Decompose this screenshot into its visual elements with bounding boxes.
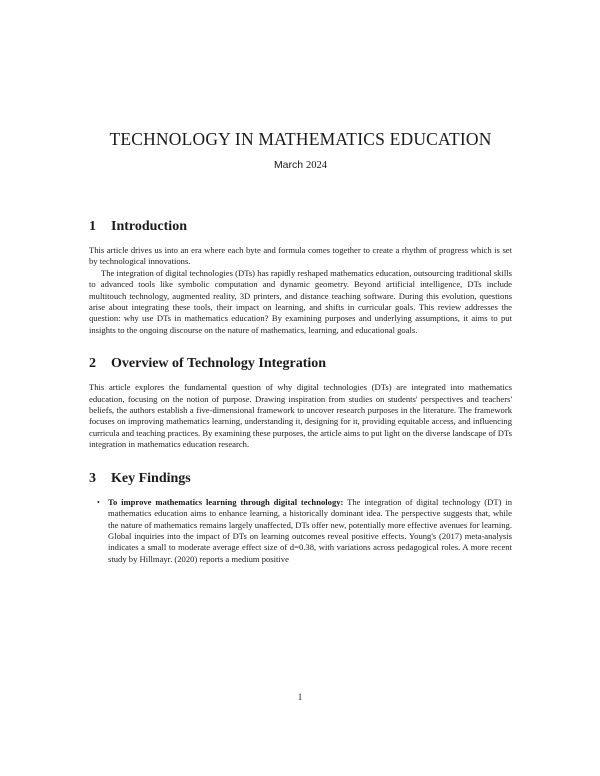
finding-text: The integration of digital technology (DT) in mathematics education aims to enhance learning, a historically dominant idea. The perspective suggests that, while the nature of mathematics remains largely unaffected, DTs offer new, potentially more effective avenues for learning. Global inquiries into the impact of DTs on learning outcomes reveal positive effects. Young's (2017) meta-analysis indicates a small to moderate average effect size of d=0.38, with variations across pedagogical roles. A more recent study by Hillmayr. (2020) reports a medium positive [108, 496, 512, 564]
section-introduction [89, 218, 512, 336]
section-key-findings [89, 470, 512, 565]
date-year: 2024 [306, 160, 328, 171]
list-item [97, 496, 512, 565]
section-number: 1 [89, 219, 96, 234]
section-heading [89, 218, 512, 236]
paragraph: This article drives us into an era where each byte and formula comes together to create a rhythm of progress which is set by technological innovations. [89, 245, 512, 267]
page-number: 1 [297, 692, 303, 702]
paragraph: The integration of digital technologies (DTs) has rapidly reshaped mathematics education, outsourcing traditional skills to advanced tools like symbolic computation and dynamic geometry. Beyond artificial intelligence, DTs include multitouch technology, augmented reality, 3D printers, and distance teaching software. During this evolution, questions arise about integrating these tools, their impact on learning, and shifts in curricular goals. This review addresses the question: why use DTs in mathematics education? By examining purposes and underlying assumptions, it aims to put insights to the ongoing discourse on the nature of mathematics, learning, and educational goals. [89, 267, 512, 335]
section-heading [89, 470, 512, 488]
paragraph: This article explores the fundamental question of why digital technologies (DTs) are integrated into mathematics education, focusing on the notion of purpose. Drawing inspiration from studies on students' perspectives and teachers' beliefs, the authors establish a five-dimensional framework to uncover research purposes in the literature. The framework focuses on improving mathematics learning, understanding it, designing for it, providing equitable access, and influencing curricula and teaching practices. By examining these purposes, the article aims to put light on the diverse landscape of DTs integration in mathematics education research. [89, 382, 512, 450]
section-title: Introduction [111, 219, 187, 234]
section-number: 2 [89, 356, 96, 372]
section-title: Overview of Technology Integration [111, 356, 327, 372]
findings-list [89, 497, 512, 565]
document-page [89, 0, 512, 565]
section-number: 3 [89, 470, 96, 486]
document-date [89, 159, 512, 171]
section-overview [89, 355, 512, 450]
bullet-icon: • [97, 497, 100, 507]
finding-lead: To improve mathematics learning through digital technology: [108, 496, 344, 507]
date-month: March [273, 159, 304, 171]
document-title: TECHNOLOGY IN MATHEMATICS EDUCATION [109, 129, 492, 149]
section-title: Key Findings [111, 470, 191, 486]
section-heading [89, 355, 512, 373]
